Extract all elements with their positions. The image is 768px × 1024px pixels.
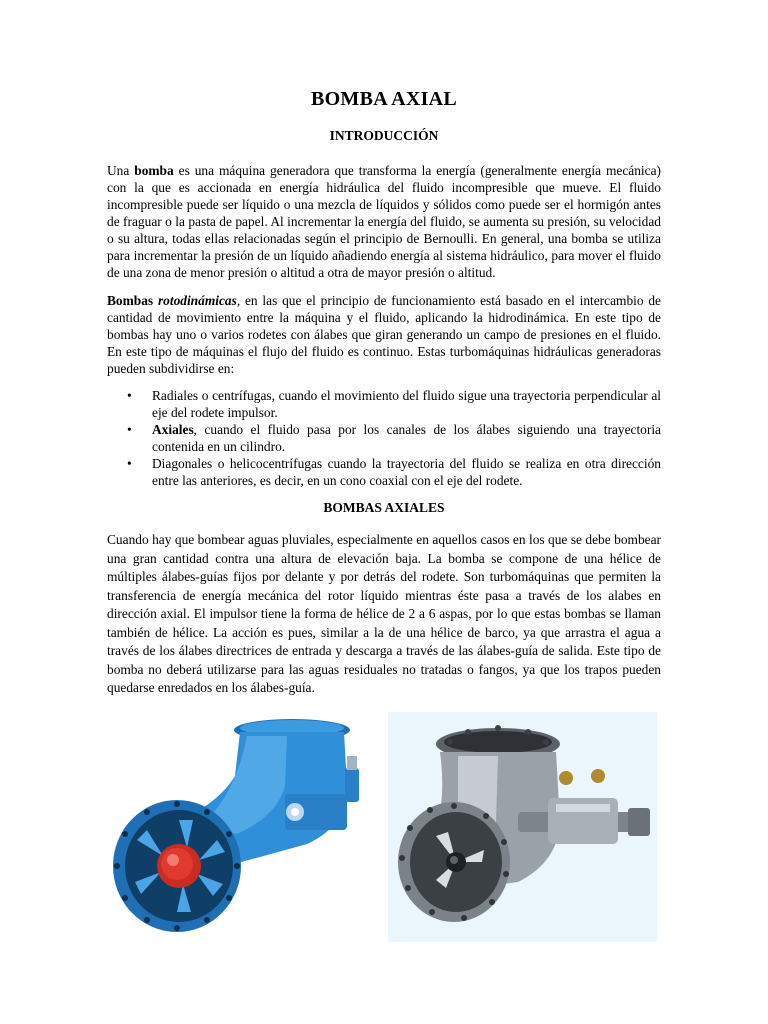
bullet-icon: • bbox=[127, 388, 132, 403]
bullet-icon: • bbox=[127, 456, 132, 471]
bullet-icon: • bbox=[127, 422, 132, 437]
list-item bbox=[107, 455, 661, 489]
axiales-paragraph: Cuando hay que bombear aguas pluviales, especialmente en aquellos casos en los que se debe bombear una gran cantidad contra una altura de elevación baja. La bomba se compone de una hélice de múltiples álabes-guías fijos por delante y por detrás del rodete. Son turbomáquinas que permiten la transferencia de energía mecánica del rotor líquido mientras éste pasa a través de los alabes en dirección axial. El impulsor tiene la forma de hélice de 2 a 6 aspas, por lo que estas bombas se llaman también de hélice. La acción es pues, similar a la de una hélice de barco, ya que arrastra el agua a través de los álabes directrices de entrada y descarga a través de las álabes-guía de salida. Este tipo de bomba no deberá utilizarse para las aguas residuales no tratadas o fangos, ya que los trapos pueden quedarse enredados en los álabes-guía. bbox=[107, 532, 661, 695]
list-item bbox=[107, 387, 661, 421]
axiales-heading: BOMBAS AXIALES bbox=[323, 500, 445, 515]
page-title: BOMBA AXIAL bbox=[310, 88, 458, 110]
list-item-bold: Axiales bbox=[152, 422, 194, 437]
list-item bbox=[107, 421, 661, 455]
p2-bold-italic-term: rotodinámicas bbox=[157, 293, 237, 308]
intro-paragraph bbox=[107, 162, 661, 281]
p1-rest: es una máquina generadora que transforma la energía (generalmente energía mecánica) con la que es accionada en energía hidráulica del fluido incompresible que mueve. El fluido incompresible puede ser líquido o una mezcla de líquidos y sólidos como puede ser el hormigón antes de fraguar o la pasta de papel. Al incrementar la energía del fluido, se aumenta su presión, su velocidad o su altura, todas ellas relacionadas según el principio de Bernoulli. En general, una bomba se utiliza para incrementar la presión de un líquido añadiendo energía al sistema hidráulico, para mover el fluido de una zona de menor presión o altitud a otra de mayor presión o altitud. bbox=[107, 163, 661, 280]
p2-rest: , en las que el principio de funcionamiento está basado en el intercambio de cantidad de movimiento entre la máquina y el fluido, aplicando la hidrodinámica. En este tipo de bombas hay uno o varios rodetes con álabes que giran generando un campo de presiones en el fluido. En este tipo de máquinas el flujo del fluido es continuo. Estas turbomáquinas hidráulicas generadoras pueden subdividirse en: bbox=[107, 293, 661, 376]
p1-lead: Una bbox=[107, 163, 135, 178]
p1-bold-term: bomba bbox=[134, 163, 174, 178]
list-item-text: , cuando el fluido pasa por los canales de los álabes siguiendo una trayectoria contenida en un cilindro. bbox=[152, 422, 661, 454]
pump-types-list bbox=[107, 387, 661, 489]
list-item-text: Diagonales o helicocentrífugas cuando la trayectoria del fluido se realiza en otra dirección entre las anteriores, es decir, en un cono coaxial con el eje del rodete. bbox=[152, 456, 661, 488]
intro-heading: INTRODUCCIÓN bbox=[329, 128, 439, 143]
p2-bold-term: Bombas bbox=[107, 293, 158, 308]
cutaway-axial-pump-image bbox=[388, 712, 657, 942]
list-item-text: Radiales o centrífugas, cuando el movimiento del fluido sigue una trayectoria perpendicular al eje del rodete impulsor. bbox=[152, 388, 661, 420]
blue-axial-pump-image bbox=[107, 716, 372, 938]
rotodinamicas-paragraph bbox=[107, 292, 661, 377]
